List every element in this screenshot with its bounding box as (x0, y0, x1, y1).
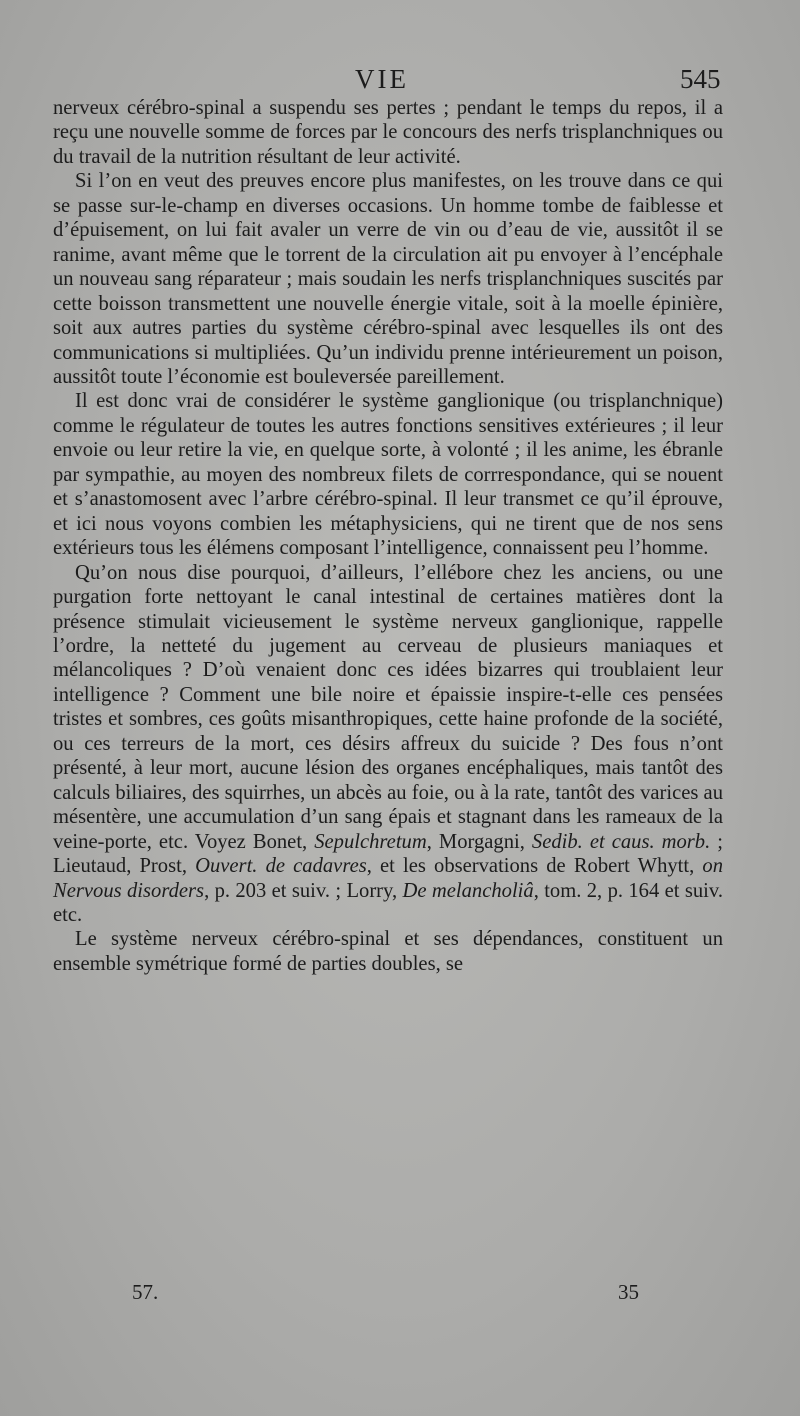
signature-mark-right: 35 (618, 1280, 639, 1304)
citation-whytt: , et les observations de Robert Whytt, (366, 855, 703, 878)
citation-sepulchretum: Sepulchretum (314, 830, 427, 853)
running-head (0, 64, 800, 98)
citation-sedib: Sedib. et caus. morb. (531, 830, 711, 853)
citation-melancholia: De melancholiâ (402, 879, 534, 902)
page-footer (0, 1280, 800, 1310)
citation-tom: , tom. 2, p. 164 et suiv. etc. (53, 879, 723, 926)
paragraph-4-text: Qu’on nous dise pourquoi, d’ailleurs, l’ellébore chez les anciens, ou une purgation forte nettoyant le canal intestinal de certaines matières dont la présence stimulait vicieusement le système nerveux ganglionique, rappelle l’ordre, la netteté du jugement au cerveau de plusieurs maniaques et mélancoliques ? D’où venaient donc ces idées bizarres qui troublaient leur intelligence ? Comment une bile noire et épaissie inspire-t-elle ces pensées tristes et sombres, ces goûts misanthropiques, cette haine profonde de la société, ou ces terreurs de la mort, ces désirs affreux du suicide ? Des fous n’ont présenté, à leur mort, aucune lésion des organes encéphaliques, mais tantôt des calculs biliaires, des squirrhes, un abcès au foie, ou à la rate, tantôt des varices au mésentère, une accumulation d’un sang épais et stagnant dans les rameaux de la veine-porte, etc. Voyez Bonet, (53, 561, 723, 853)
citation-ouvert: Ouvert. de cadavres (195, 855, 367, 878)
paragraph-3: Il est donc vrai de considérer le système ganglionique (ou trisplanchnique) comme le régulateur de toutes les autres fonctions sensitives extérieures ; il leur envoie ou leur retire la vie, en quelque sorte, à volonté ; il les anime, les ébranle par sympathie, au moyen des nombreux filets de corrrespondance, qui se nouent et s’anastomosent avec l’arbre cérébro-spinal. Il leur transmet ce qu’il éprouve, et ici nous voyons combien les métaphysiciens, qui ne tirent que de nos sens extérieurs tous les élémens composant l’intelligence, connaissent peu l’homme. (53, 390, 723, 560)
citation-lorry: , p. 203 et suiv. ; Lorry, (204, 879, 403, 902)
signature-mark-left: 57. (132, 1280, 159, 1304)
paragraph-2: Si l’on en veut des preuves encore plus manifestes, on les trouve dans ce qui se passe sur-le-champ en diverses occasions. Un homme tombe de faiblesse et d’épuisement, on lui fait avaler un verre de vin ou d’eau de vie, aussitôt il se ranime, avant même que le torrent de la circulation ait pu envoyer à l’encéphale un nouveau sang réparateur ; mais soudain les nerfs trisplanchniques suscités par cette boisson transmettent une nouvelle énergie vitale, soit à la moelle épinière, soit aux autres parties du système cérébro-spinal avec lesquelles ils ont des communications si multipliées. Qu’un individu prenne intérieurement un poison, aussitôt toute l’économie est bouleversée pareillement. (53, 170, 723, 388)
body-text (53, 96, 723, 976)
paragraph-1: nerveux cérébro-spinal a suspendu ses pertes ; pendant le temps du repos, il a reçu une nouvelle somme de forces par le concours des nerfs trisplanchniques ou du travail de la nutrition résultant de leur activité. (53, 97, 723, 168)
citation-nervous: on Nervous disorders (53, 855, 723, 902)
running-title: VIE (355, 64, 409, 94)
paragraph-4 (53, 561, 723, 928)
citation-lieutaud: ; Lieutaud, Prost, (53, 830, 724, 878)
citation-morgagni: , Morgagni, (426, 830, 532, 853)
paragraph-5: Le système nerveux cérébro-spinal et ses dépendances, constituent un ensemble symétrique formé de parties doubles, se (53, 928, 723, 975)
page-number: 545 (680, 64, 721, 94)
